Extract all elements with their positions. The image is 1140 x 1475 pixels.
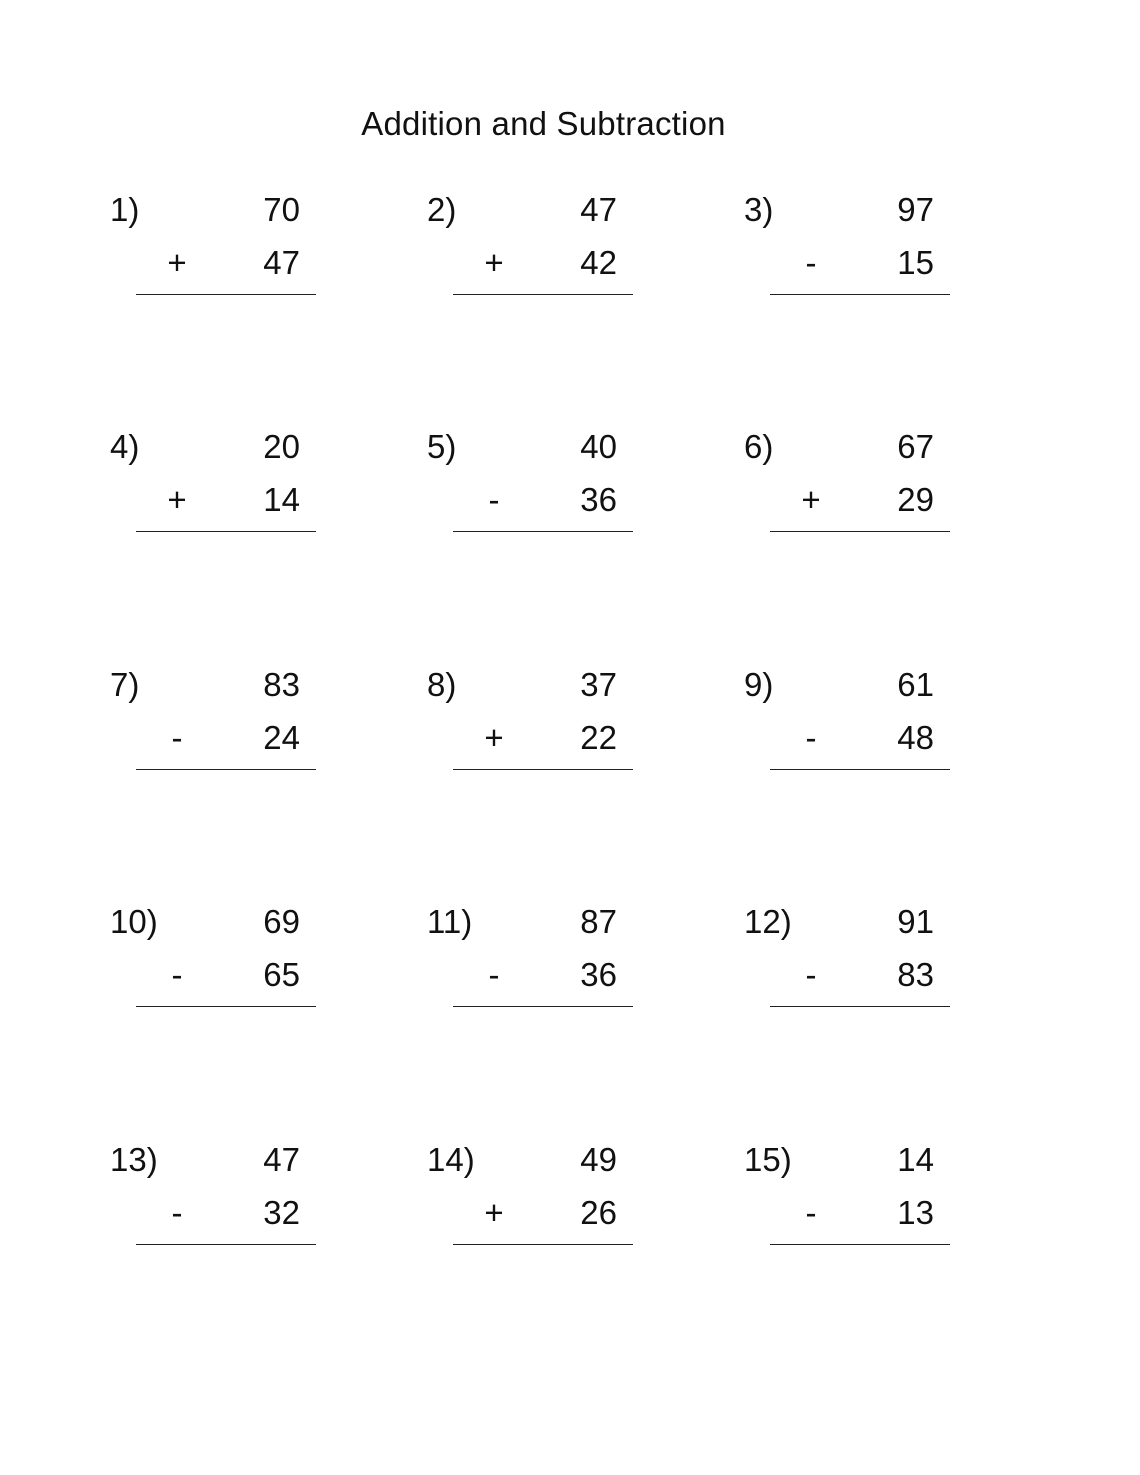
top-operand: 70 xyxy=(263,191,300,228)
bottom-operand: 36 xyxy=(580,481,617,518)
answer-line xyxy=(136,531,316,532)
top-operand: 49 xyxy=(580,1141,617,1178)
problem-number: 6) xyxy=(744,428,774,465)
answer-line xyxy=(770,1006,950,1007)
answer-line xyxy=(136,1006,316,1007)
bottom-operand: 65 xyxy=(263,956,300,993)
bottom-operand: 22 xyxy=(580,719,617,756)
problem-number: 2) xyxy=(427,191,457,228)
top-operand: 14 xyxy=(897,1141,934,1178)
bottom-operand: 32 xyxy=(263,1194,300,1231)
problem-number: 14) xyxy=(427,1141,475,1178)
problem-number: 1) xyxy=(110,191,140,228)
top-operand: 67 xyxy=(897,428,934,465)
problem-number: 12) xyxy=(744,903,792,940)
problem-5 xyxy=(427,427,667,567)
operator-sign: + xyxy=(484,719,504,756)
operator-sign: + xyxy=(484,244,504,281)
problem-13 xyxy=(110,1140,350,1280)
bottom-operand: 47 xyxy=(263,244,300,281)
bottom-operand: 36 xyxy=(580,956,617,993)
top-operand: 87 xyxy=(580,903,617,940)
answer-line xyxy=(770,294,950,295)
problem-number: 5) xyxy=(427,428,457,465)
bottom-operand: 83 xyxy=(897,956,934,993)
problem-10 xyxy=(110,902,350,1042)
answer-line xyxy=(453,531,633,532)
top-operand: 97 xyxy=(897,191,934,228)
answer-line xyxy=(136,769,316,770)
operator-sign: - xyxy=(805,956,817,993)
top-operand: 47 xyxy=(263,1141,300,1178)
answer-line xyxy=(453,294,633,295)
problem-number: 4) xyxy=(110,428,140,465)
top-operand: 40 xyxy=(580,428,617,465)
problem-number: 8) xyxy=(427,666,457,703)
operator-sign: - xyxy=(171,719,183,756)
problem-number: 13) xyxy=(110,1141,158,1178)
operator-sign: - xyxy=(805,244,817,281)
answer-line xyxy=(770,1244,950,1245)
worksheet-title: Addition and Subtraction xyxy=(361,105,726,142)
problem-7 xyxy=(110,665,350,805)
operator-sign: + xyxy=(801,481,821,518)
problem-12 xyxy=(744,902,984,1042)
answer-line xyxy=(770,531,950,532)
top-operand: 83 xyxy=(263,666,300,703)
operator-sign: - xyxy=(171,1194,183,1231)
operator-sign: + xyxy=(167,244,187,281)
answer-line xyxy=(453,1006,633,1007)
problem-9 xyxy=(744,665,984,805)
bottom-operand: 29 xyxy=(897,481,934,518)
problem-11 xyxy=(427,902,667,1042)
problem-1 xyxy=(110,190,350,330)
bottom-operand: 26 xyxy=(580,1194,617,1231)
operator-sign: + xyxy=(484,1194,504,1231)
problem-14 xyxy=(427,1140,667,1280)
operator-sign: - xyxy=(488,481,500,518)
bottom-operand: 24 xyxy=(263,719,300,756)
answer-line xyxy=(136,294,316,295)
problem-6 xyxy=(744,427,984,567)
problem-number: 9) xyxy=(744,666,774,703)
problem-number: 7) xyxy=(110,666,140,703)
answer-line xyxy=(453,1244,633,1245)
problem-8 xyxy=(427,665,667,805)
top-operand: 91 xyxy=(897,903,934,940)
top-operand: 20 xyxy=(263,428,300,465)
problem-2 xyxy=(427,190,667,330)
operator-sign: - xyxy=(171,956,183,993)
answer-line xyxy=(453,769,633,770)
operator-sign: - xyxy=(488,956,500,993)
problem-15 xyxy=(744,1140,984,1280)
bottom-operand: 42 xyxy=(580,244,617,281)
top-operand: 61 xyxy=(897,666,934,703)
answer-line xyxy=(770,769,950,770)
top-operand: 69 xyxy=(263,903,300,940)
operator-sign: + xyxy=(167,481,187,518)
operator-sign: - xyxy=(805,1194,817,1231)
bottom-operand: 14 xyxy=(263,481,300,518)
problem-number: 15) xyxy=(744,1141,792,1178)
problem-number: 3) xyxy=(744,191,774,228)
problem-3 xyxy=(744,190,984,330)
bottom-operand: 15 xyxy=(897,244,934,281)
problem-number: 10) xyxy=(110,903,158,940)
problem-number: 11) xyxy=(427,903,473,940)
problem-4 xyxy=(110,427,350,567)
operator-sign: - xyxy=(805,719,817,756)
answer-line xyxy=(136,1244,316,1245)
top-operand: 47 xyxy=(580,191,617,228)
bottom-operand: 13 xyxy=(897,1194,934,1231)
bottom-operand: 48 xyxy=(897,719,934,756)
top-operand: 37 xyxy=(580,666,617,703)
